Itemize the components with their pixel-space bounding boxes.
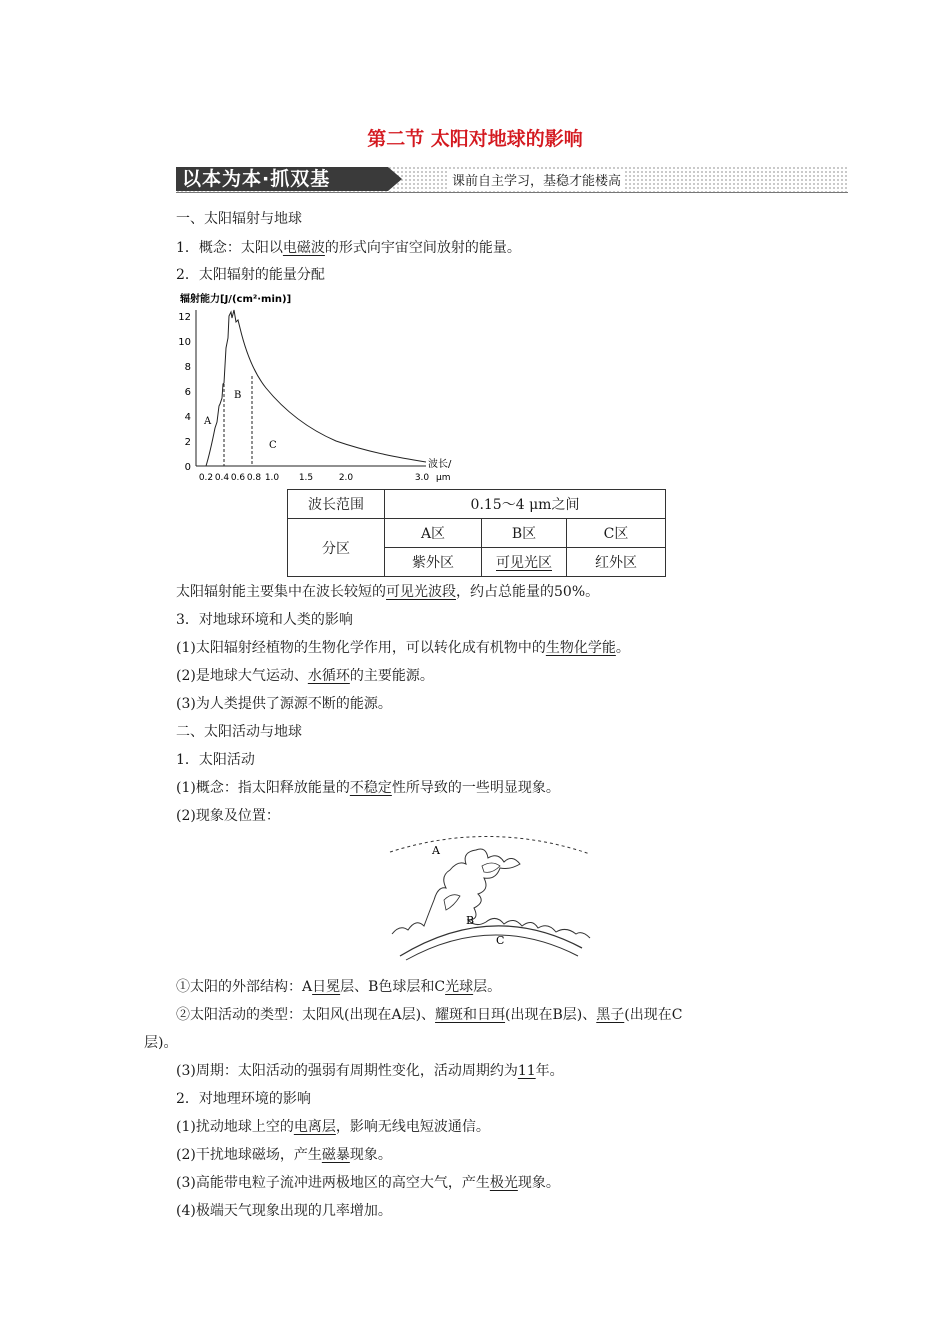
layer-label-a: A xyxy=(432,844,440,857)
table-name-visible: 可见光区 xyxy=(482,548,567,577)
x-tick: 0.2 xyxy=(198,473,214,483)
layer-label-c: C xyxy=(496,934,505,947)
geo-impact-1: (1)扰动地球上空的电离层，影响无线电短波通信。 xyxy=(176,1119,490,1135)
y-tick: 8 xyxy=(184,362,191,373)
spectrum-curve xyxy=(206,310,426,466)
table-range-value: 0.15～4 μm之间 xyxy=(385,490,666,519)
table-name-ir: 红外区 xyxy=(567,548,666,577)
wavelength-table xyxy=(287,489,666,577)
x-tick: 1.5 xyxy=(298,473,314,483)
y-tick: 0 xyxy=(184,462,191,473)
page-title: 第二节 太阳对地球的影响 xyxy=(367,128,583,150)
concept-paragraph: 1．概念：太阳以电磁波的形式向宇宙空间放射的能量。 xyxy=(176,240,521,256)
energy-distribution-heading: 2．太阳辐射的能量分配 xyxy=(176,267,325,283)
impact-heading: 3．对地球环境和人类的影响 xyxy=(176,612,353,628)
section-2-heading: 二、太阳活动与地球 xyxy=(176,724,302,740)
y-tick: 2 xyxy=(184,437,191,448)
sun-layers-figure xyxy=(386,830,600,966)
y-tick: 12 xyxy=(178,312,191,323)
activity-types-cont: 层)。 xyxy=(144,1035,178,1051)
photosphere-inner xyxy=(406,935,578,960)
x-tick: 3.0 xyxy=(414,473,430,483)
table-name-uv: 紫外区 xyxy=(385,548,482,577)
x-tick: 0.4 xyxy=(214,473,230,483)
x-tick: 0.6 xyxy=(230,473,246,483)
table-header-zones: 分区 xyxy=(288,519,385,577)
region-label-c: C xyxy=(269,440,277,451)
table-zone-c: C区 xyxy=(567,519,666,548)
region-label-a: A xyxy=(204,416,212,427)
impact-item-1: (1)太阳辐射经植物的生物化学作用，可以转化成有机物中的生物化学能。 xyxy=(176,640,630,656)
solar-spectrum-figure xyxy=(176,288,466,484)
impact-item-2: (2)是地球大气运动、水循环的主要能源。 xyxy=(176,668,434,684)
corona-boundary xyxy=(390,836,590,854)
impact-item-3: (3)为人类提供了源源不断的能源。 xyxy=(176,696,392,712)
banner-subtitle: 课前自主学习，基稳才能楼高 xyxy=(448,170,625,189)
energy-summary: 太阳辐射能主要集中在波长较短的可见光波段，约占总能量的50%。 xyxy=(176,584,600,600)
x-label-top: 波长/ xyxy=(428,459,452,470)
banner-tag: 以本为本·抓双基 xyxy=(176,167,388,191)
x-tick: 0.8 xyxy=(246,473,262,483)
table-zone-a: A区 xyxy=(385,519,482,548)
chromosphere-prominences xyxy=(392,849,590,938)
section-1-heading: 一、太阳辐射与地球 xyxy=(176,211,302,227)
y-tick: 6 xyxy=(184,387,191,398)
figure-y-label: 辐射能力[J/(cm²·min)] xyxy=(180,294,292,305)
geo-impact-heading: 2．对地理环境的影响 xyxy=(176,1091,311,1107)
region-label-b: B xyxy=(234,390,242,401)
solar-activity-concept: (1)概念：指太阳释放能量的不稳定性所导致的一些明显现象。 xyxy=(176,780,560,796)
prominence-detail xyxy=(482,863,500,872)
x-tick: 1.0 xyxy=(264,473,280,483)
x-tick: 2.0 xyxy=(338,473,354,483)
geo-impact-4: (4)极端天气现象出现的几率增加。 xyxy=(176,1203,392,1219)
phenomena-heading: (2)现象及位置： xyxy=(176,808,280,824)
y-tick: 10 xyxy=(178,337,191,348)
x-label-unit: μm xyxy=(436,473,451,483)
sun-structure: ①太阳的外部结构：A日冕层、B色球层和C光球层。 xyxy=(176,979,502,995)
geo-impact-3: (3)高能带电粒子流冲进两极地区的高空大气，产生极光现象。 xyxy=(176,1175,560,1191)
activity-cycle: (3)周期：太阳活动的强弱有周期性变化，活动周期约为11年。 xyxy=(176,1063,564,1079)
activity-types: ②太阳活动的类型：太阳风(出现在A层)、耀斑和日珥(出现在B层)、黑子(出现在C xyxy=(176,1007,683,1023)
prominence-detail xyxy=(444,895,460,910)
table-zone-b: B区 xyxy=(482,519,567,548)
geo-impact-2: (2)干扰地球磁场，产生磁暴现象。 xyxy=(176,1147,392,1163)
solar-activity-heading: 1．太阳活动 xyxy=(176,752,255,768)
y-tick: 4 xyxy=(184,412,191,423)
layer-label-b: B xyxy=(466,914,475,927)
table-header-range: 波长范围 xyxy=(288,490,385,519)
section-banner xyxy=(176,166,848,193)
